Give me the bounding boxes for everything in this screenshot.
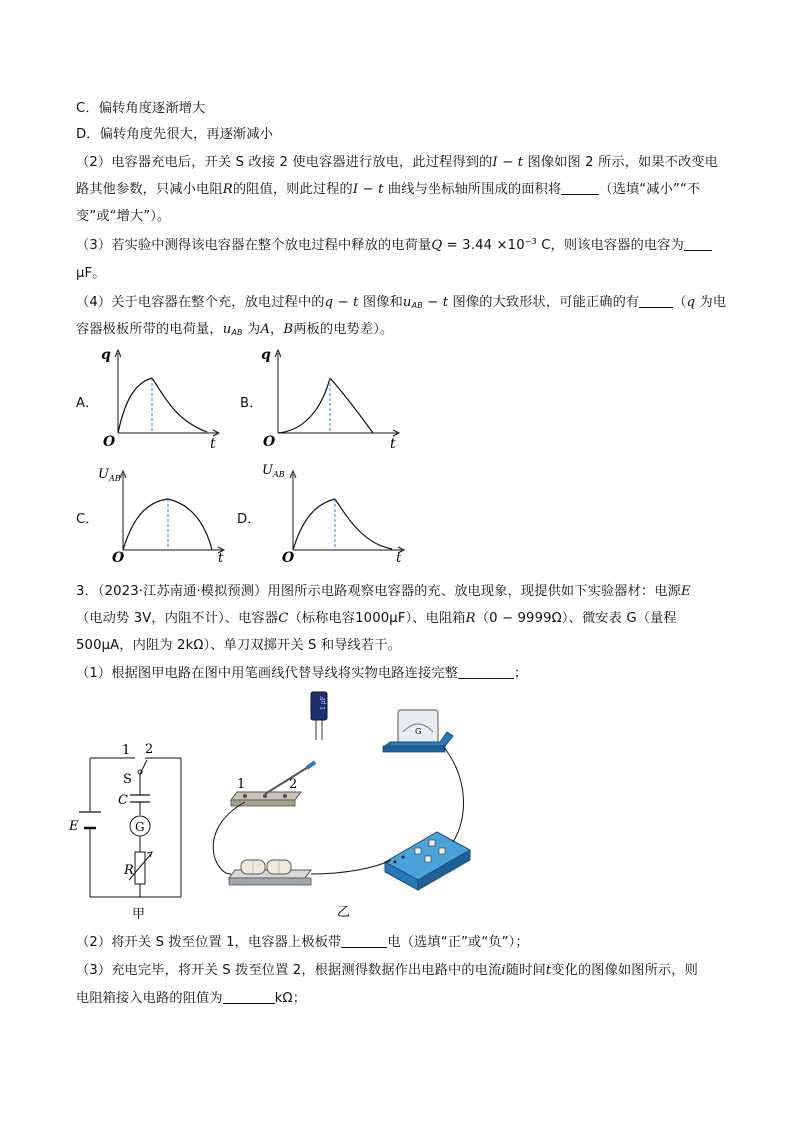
knife-switch-icon (231, 762, 315, 806)
svg-text:C: C (118, 793, 128, 808)
resistance-box-icon (385, 832, 470, 890)
q4-line2: 容器极板所带的电荷量，$u_{AB}$ 为A，B两板的电势差）。 (76, 322, 394, 337)
discharge-curve (168, 499, 212, 550)
x-axis-label: t (218, 551, 224, 566)
option-c: C．偏转角度逐渐增大 (76, 101, 206, 116)
y-axis-label: $U_{AB}$ (98, 467, 121, 483)
discharge-curve (152, 378, 207, 432)
answer-blank[interactable] (561, 182, 599, 195)
q3-line2: μF。 (76, 266, 106, 281)
option-d: D．偏转角度先很大，再逐渐减小 (76, 127, 274, 142)
origin-label: O (282, 550, 295, 566)
graph-b-option: B． (240, 396, 263, 411)
p3-sub1: （1）根据图甲电路在图中用笔画线代替导线将实物电路连接完整 ； (76, 666, 528, 681)
svg-text:E: E (69, 819, 79, 834)
q2-line2: 路其他参数，只减小电阻R的阻值，则此过程的I − t 曲线与坐标轴所围成的面积将 （选填“减小”“不 (76, 182, 701, 197)
svg-text:1: 1 (122, 743, 131, 758)
y-axis-label: q (261, 347, 271, 363)
rheostat-icon (135, 852, 145, 884)
capacitor-component-icon (311, 692, 327, 740)
wire (443, 746, 463, 842)
graph-a (101, 345, 225, 452)
answer-blank[interactable] (458, 666, 514, 679)
graph-b (261, 345, 405, 452)
wire (213, 802, 245, 874)
q2-line3: 变”或“增大”）。 (76, 209, 171, 224)
q4-line1: （4）关于电容器在整个充，放电过程中的q − t 图像和$u_{AB} - t$ 图像的大致形状，可能正确的有 （q 为电 (76, 295, 727, 310)
x-axis-label: t (396, 551, 402, 566)
x-axis-label: t (390, 436, 396, 452)
charge-curve (293, 499, 335, 550)
svg-text:R: R (124, 863, 134, 878)
p3-line3: 500μA，内阻为 2kΩ）、单刀双掷开关 S 和导线若干。 (76, 638, 401, 653)
origin-label: O (112, 550, 125, 566)
svg-text:G: G (135, 820, 145, 834)
caption-jia: 甲 (132, 907, 146, 922)
p3-line1: 3．（2023·江苏南通·模拟预测）用图所示电路观察电容器的充、放电现象，现提供如下实验器材：电源E (76, 584, 691, 599)
answer-blank[interactable] (341, 935, 387, 948)
x-axis-label: t (210, 436, 216, 452)
apparatus-photo (215, 690, 465, 925)
discharge-curve (335, 499, 392, 549)
answer-blank[interactable] (684, 238, 712, 251)
graph-d (262, 462, 410, 566)
microammeter-icon (383, 710, 453, 752)
charge-curve (123, 499, 168, 550)
svg-text:G: G (415, 727, 422, 736)
svg-text:1: 1 (237, 777, 246, 792)
caption-yi: 乙 (337, 905, 351, 920)
p3-sub2: （2）将开关 S 拨至位置 1，电容器上极板带 电（选填“正”或“负”）； (76, 935, 529, 950)
svg-text:2: 2 (145, 742, 154, 757)
origin-label: O (263, 434, 276, 450)
svg-text:S: S (123, 772, 132, 787)
discharge-curve (330, 378, 373, 433)
answer-blank[interactable] (223, 991, 275, 1004)
answer-blank[interactable] (639, 295, 673, 308)
svg-text:1 μF: 1 μF (320, 696, 327, 710)
origin-label: O (103, 434, 116, 450)
charge-curve (278, 378, 330, 433)
graph-c-option: C． (76, 512, 99, 527)
circuit-schematic (65, 740, 195, 925)
graph-c (98, 462, 230, 566)
battery-holder-icon (229, 860, 311, 885)
p3-sub3: （3）充电完毕，将开关 S 拨至位置 2，根据测得数据作出电路中的电流i随时间t变化的图像如图所示，则 (76, 963, 698, 978)
p3-line2: （电动势 3V，内阻不计）、电容器C（标称电容1000μF）、电阻箱R（0 − 9999Ω）、微安表 G（量程 (76, 611, 677, 626)
charge-curve (118, 378, 152, 433)
wire (311, 860, 391, 874)
y-axis-label: q (101, 347, 111, 363)
q2-line1: （2）电容器充电后，开关 S 改接 2 使电容器进行放电，此过程得到的I − t 图像如图 2 所示，如果不改变电 (76, 155, 719, 170)
y-axis-label: $U_{AB}$ (262, 463, 285, 479)
q3-line1: （3）若实验中测得该电容器在整个放电过程中释放的电荷量$Q = 3.44 \times 10^{-3}$ C，则该电容器的电容为 (76, 234, 712, 253)
svg-text:2: 2 (289, 777, 298, 792)
p3-sub3-line2: 电阻箱接入电路的阻值为 kΩ； (76, 991, 307, 1006)
graph-d-option: D． (237, 512, 261, 527)
graph-a-option: A． (76, 396, 99, 411)
